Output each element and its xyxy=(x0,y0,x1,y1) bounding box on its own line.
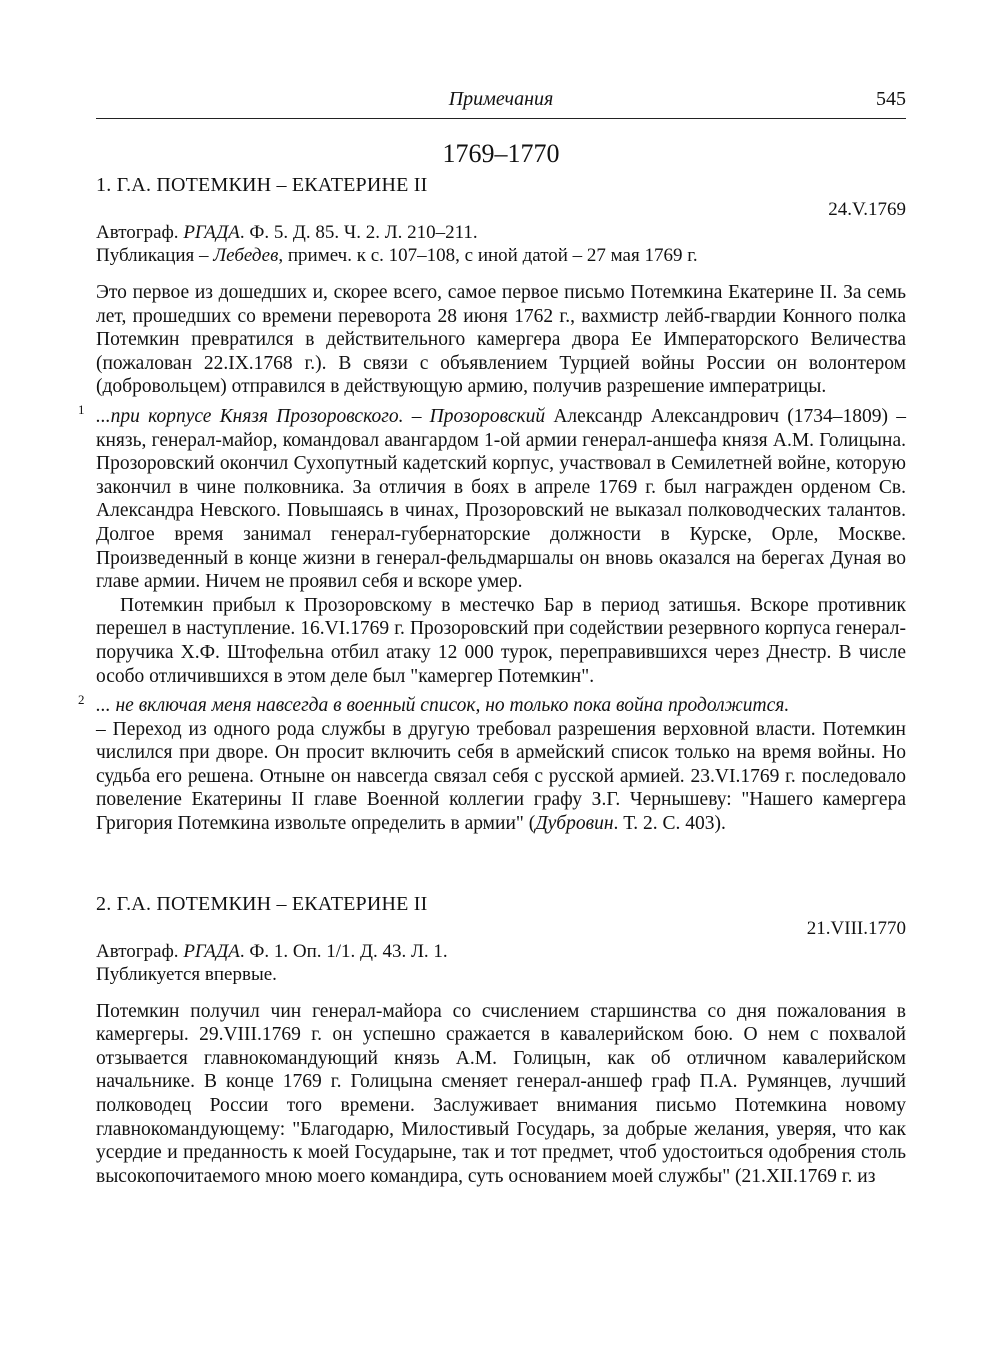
archive-name: РГАДА xyxy=(183,940,240,962)
running-header xyxy=(96,84,906,119)
entry-2-publication: Публикуется впервые. xyxy=(96,963,277,985)
page-number: 545 xyxy=(876,88,906,110)
footnote-2-quote: ... не включая меня навсегда в военный список, но только пока война продолжится. xyxy=(96,695,790,717)
entry-2-intro: Потемкин получил чин генерал-майора со счислением старшинства со дня пожалования в камергеры. 29.VIII.1769 г. он успешно сражается в кавалерийском бою. О нем с похвалой отзывается главнокомандующий князь А.М. Голицын, как об отличном кавалерийском начальнике. В конце 1769 г. Голицына сменяет генерал-аншеф граф П.А. Румянцев, лучший полководец России того времени. Заслуживает внимания письмо Потемкина новому главнокомандующему: "Благодарю, Милостивый Государь, за добрые желания, уверяя, что как усердие и преданность к моей Государыне, так и тот предмет, чтоб удостоиться одобрения столь высокопочитаемого мною моего командира, суть основанием моей службы" (21.XII.1769 г. из xyxy=(96,1000,906,1187)
header-title: Примечания xyxy=(448,88,554,110)
publication-details: , примеч. к с. 107–108, с иной датой – 27 мая 1769 г. xyxy=(278,245,698,266)
footnote-1-text: Александр Александрович (1734–1809) – князь, генерал-майор, командовал авангардом 1-ой армии генерал-аншефа князя А.М. Голицына. Прозоровский окончил Сухопутный кадетский корпус, участвовал в Семилетней войне, которую закончил в чине полковника. За отличия в боях в апреле 1769 г. был награжден орденом Св. Александра Невского. Повышаясь в чинах, Прозоровский не выказал полководческих талантов. Долгое время занимал генерал-губернаторские должности в Курске, Орле, Москве. Произведенный в конце жизни в генерал-фельдмаршалы он вновь оказался на берегах Дуная во главе армии. Ничем не проявил себя и вскоре умер. xyxy=(96,405,906,593)
entry-1-publication xyxy=(96,244,906,267)
publication-author: Лебедев xyxy=(213,245,279,266)
footnote-1-quote: ...при корпусе Князя Прозоровского. – Прозоровский xyxy=(96,405,546,427)
entry-2-date: 21.VIII.1770 xyxy=(806,917,906,939)
entry-2-heading: 2. Г.А. ПОТЕМКИН – ЕКАТЕРИНЕ II xyxy=(96,892,428,915)
entry-1-autograph xyxy=(96,221,906,244)
footnote-2: 2 ... не включая меня навсегда в военный список, но только пока война продолжится. xyxy=(78,691,790,717)
footnote-2-text: – Переход из одного рода службы в другую требовал разрешения верховной власти. Потемкин числился при дворе. Он просит включить себя в армейский список только на время войны. Но судьба его решена. Отныне он навсегда связал себя с русской армией. 23.VI.1769 г. последовало повеление Екатерины II главе Военной коллегии графу З.Г. Чернышеву: "Нашего камергера Григория Потемкина извольте определить в армии" ( xyxy=(96,718,906,835)
footnote-2-body xyxy=(96,718,906,836)
year-range-heading: 1769–1770 xyxy=(442,139,560,168)
entry-2-autograph xyxy=(96,940,906,963)
autograph-label: Автограф. xyxy=(96,940,179,962)
archive-ref: . Ф. 1. Оп. 1/1. Д. 43. Л. 1. xyxy=(239,940,448,962)
entry-1-heading: 1. Г.А. ПОТЕМКИН – ЕКАТЕРИНЕ II xyxy=(96,174,428,196)
entry-1-date: 24.V.1769 xyxy=(828,199,906,220)
archive-name: РГАДА xyxy=(183,222,240,243)
archive-ref: . Ф. 5. Д. 85. Ч. 2. Л. 210–211. xyxy=(239,222,478,243)
footnote-2-cite-rest: . Т. 2. С. 403). xyxy=(613,813,726,835)
footnote-1-paragraph-2: Потемкин прибыл к Прозоровскому в местечко Бар в период затишья. Вскоре противник перешел в наступление. 16.VI.1769 г. Прозоровский при содействии резервного корпуса генерал-поручика Х.Ф. Штофельна отбил атаку 12 000 турок, переправившихся через Днестр. В числе особо отличившихся в этом деле был "камергер Потемкин". xyxy=(96,594,906,687)
autograph-label: Автограф. xyxy=(96,222,179,243)
document-page xyxy=(78,84,906,1188)
entry-1-intro: Это первое из дошедших и, скорее всего, самое первое письмо Потемкина Екатерине II. За семь лет, прошедших со времени переворота 28 июня 1762 г., вахмистр лейб-гвардии Конного полка Потемкин превратился в действительного камергера двора Ее Императорского Величества (пожалован 22.IX.1768 г.). В связи с объявлением Турцией войны России он волонтером (добровольцем) отправился в действующую армию, получив разрешение императрицы. xyxy=(96,282,906,398)
footnote-1: 1 ...при корпусе Князя Прозоровского. – Прозоровский Александр Александрович (1734–1809) – князь, генерал-майор, командовал авангардом 1-ой армии генерал-аншефа князя А.М. Голицына. Прозоровский окончил Сухопутный кадетский корпус, участвовал в Семилетней войне, которую закончил в чине полковника. За отличия в боях в апреле 1769 г. был награжден орденом Св. Александра Невского. Повышаясь в чинах, Прозоровский не выказал полководческих талантов. Долгое время занимал генерал-губернаторские должности в Курске, Орле, Москве. Произведенный в конце жизни в генерал-фельдмаршалы он вновь оказался на берегах Дуная во главе армии. Ничем не проявил себя и вскоре умер. xyxy=(78,402,906,593)
publication-label: Публикация – xyxy=(96,245,209,266)
footnote-2-cite-author: Дубровин xyxy=(535,813,614,835)
